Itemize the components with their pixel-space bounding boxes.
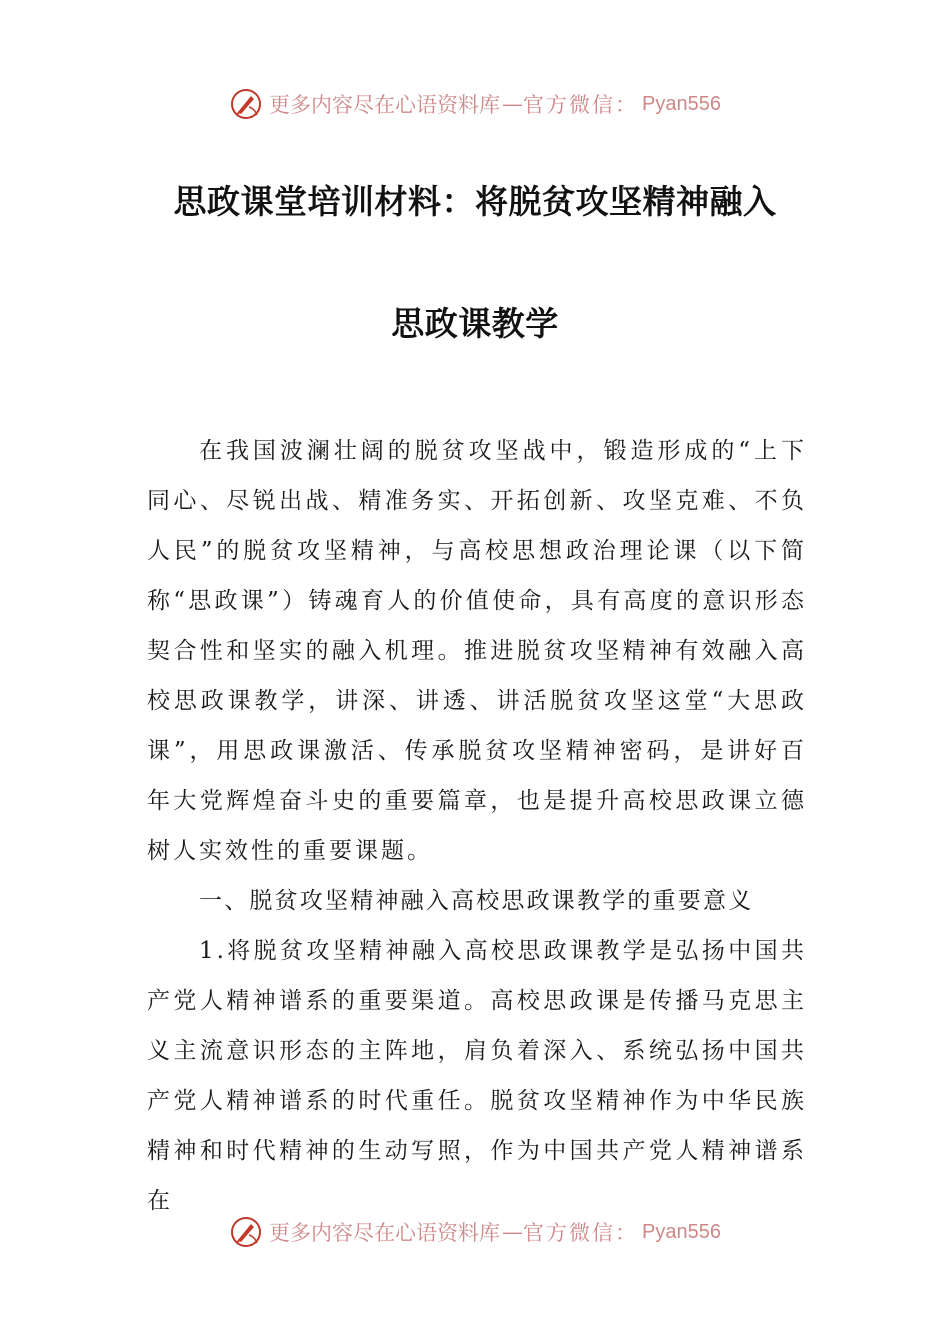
watermark-footer: [0, 1212, 950, 1252]
paragraph-point-1: 1.将脱贫攻坚精神融入高校思政课教学是弘扬中国共产党人精神谱系的重要渠道。高校思政课是传播马克思主义主流意识形态的主阵地，肩负着深入、系统弘扬中国共产党人精神谱系的时代重任。脱贫攻坚精神作为中华民族精神和时代精神的生动写照，作为中国共产党人精神谱系在: [147, 938, 807, 1214]
watermark-separator: —: [502, 1220, 522, 1244]
quill-logo-icon: [229, 87, 263, 121]
watermark-text: 更多内容尽在心语资料库: [269, 93, 501, 117]
watermark-wechat-label: 官方微信：: [523, 93, 639, 117]
watermark-wechat-id: Pyan556: [642, 1220, 721, 1243]
watermark-header: [0, 84, 950, 124]
document-title-line2: 思政课教学: [391, 304, 559, 343]
section-heading-1: 一、脱贫攻坚精神融入高校思政课教学的重要意义: [199, 888, 754, 914]
document-body: [147, 426, 807, 1226]
paragraph-intro: 在我国波澜壮阔的脱贫攻坚战中，锻造形成的“上下同心、尽锐出战、精准务实、开拓创新、攻坚克难、不负人民”的脱贫攻坚精神，与高校思想政治理论课（以下简称“思政课”）铸魂育人的价值使命，具有高度的意识形态契合性和坚实的融入机理。推进脱贫攻坚精神有效融入高校思政课教学，讲深、讲透、讲活脱贫攻坚这堂“大思政课”，用思政课激活、传承脱贫攻坚精神密码，是讲好百年大党辉煌奋斗史的重要篇章，也是提升高校思政课立德树人实效性的重要课题。: [147, 438, 807, 864]
watermark-wechat-id: Pyan556: [642, 92, 721, 115]
quill-logo-icon: [229, 1215, 263, 1249]
watermark-text: 更多内容尽在心语资料库: [269, 1221, 501, 1245]
watermark-wechat-label: 官方微信：: [523, 1221, 639, 1245]
document-title-line1: 思政课堂培训材料：将脱贫攻坚精神融入: [173, 182, 777, 221]
watermark-separator: —: [502, 92, 522, 116]
